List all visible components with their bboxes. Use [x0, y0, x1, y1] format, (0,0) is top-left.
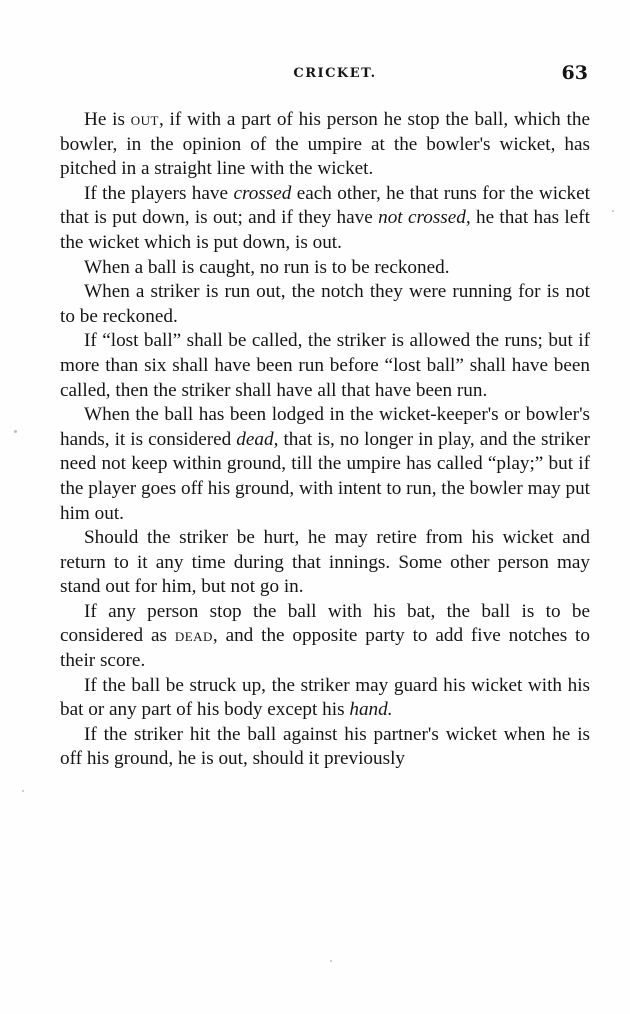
- paragraph: If the players have crossed each other, he that runs for the wicket that is put down, is out; and if they have not crossed, he that has left the wicket which is put down, is out.: [60, 182, 590, 253]
- paragraph: When a ball is caught, no run is to be reckoned.: [84, 256, 450, 278]
- running-title: CRICKET.: [293, 66, 377, 81]
- body-text: [60, 108, 590, 772]
- paragraph: He is out, if with a part of his person he stop the ball, which the bowler, in the opinion of the umpire at the bowler's wicket, has pitched in a straight line with the wicket.: [60, 109, 590, 180]
- paragraph: If any person stop the ball with his bat, the ball is to be considered as dead, and the opposite party to add five notches to their score.: [60, 600, 590, 672]
- paragraph: When a striker is run out, the notch they were running for is not to be reckoned.: [60, 281, 590, 327]
- paragraph: If “lost ball” shall be called, the striker is allowed the runs; but if more than six shall have been run before “lost ball” shall have been called, then the striker shall have all that have been run.: [60, 330, 590, 401]
- paragraph: If the striker hit the ball against his partner's wicket when he is off his ground, he is out, should it previously: [60, 723, 590, 770]
- paragraph: Should the striker be hurt, he may retire from his wicket and return to it any time during that innings. Some other person may stand out for him, but not go in.: [60, 527, 590, 598]
- running-head: [60, 62, 590, 86]
- paragraph: When the ball has been lodged in the wicket-keeper's or bowler's hands, it is considered dead, that is, no longer in play, and the striker need not keep within ground, till the umpire has called “play;” but if the player goes off his ground, with intent to run, the bowler may put him out.: [60, 404, 590, 524]
- paper-speck: [14, 430, 17, 433]
- paragraph: If the ball be struck up, the striker may guard his wicket with his bat or any part of his body except his hand.: [60, 674, 590, 721]
- paper-speck: [330, 960, 332, 962]
- paper-speck: [612, 210, 614, 212]
- paper-speck: [22, 790, 24, 792]
- page-number: 63: [561, 62, 588, 84]
